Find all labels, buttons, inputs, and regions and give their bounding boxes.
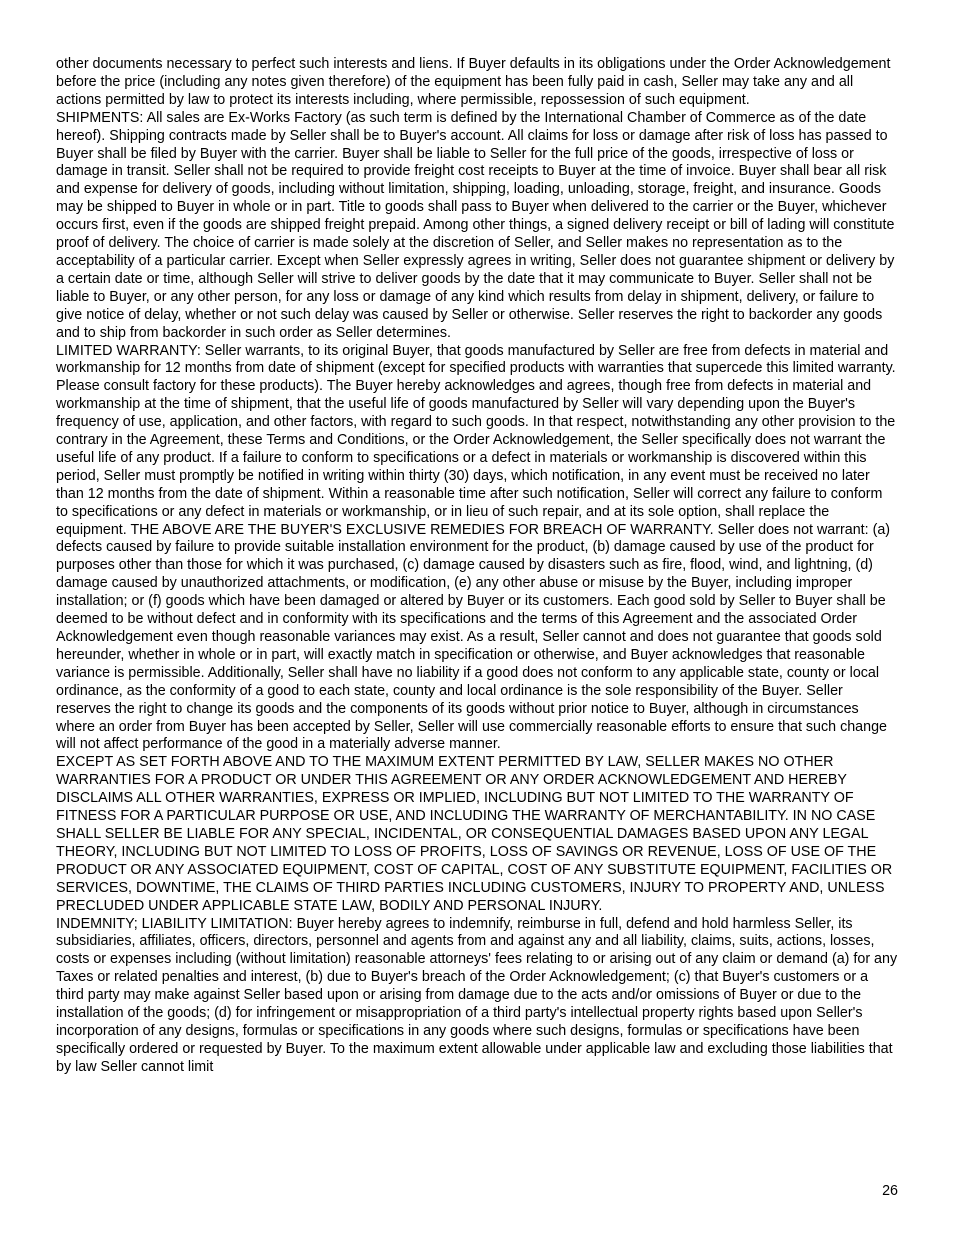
document-body [56,56,898,1077]
page-number: 26 [882,1183,898,1199]
paragraph-warranty-disclaimer: EXCEPT AS SET FORTH ABOVE AND TO THE MAXIMUM EXTENT PERMITTED BY LAW, SELLER MAKES NO OTHER WARRANTIES FOR A PRODUCT OR UNDER THIS AGREEMENT OR ANY ORDER ACKNOWLEDGEMENT AND HEREBY DISCLAIMS ALL OTHER WARRANTIES, EXPRESS OR IMPLIED, INCLUDING BUT NOT LIMITED TO THE WARRANTY OF FITNESS FOR A PARTICULAR PURPOSE OR USE, AND INCLUDING THE WARRANTY OF MERCHANTABILITY. IN NO CASE SHALL SELLER BE LIABLE FOR ANY SPECIAL, INCIDENTAL, OR CONSEQUENTIAL DAMAGES BASED UPON ANY LEGAL THEORY, INCLUDING BUT NOT LIMITED TO LOSS OF PROFITS, LOSS OF SAVINGS OR REVENUE, LOSS OF USE OF THE PRODUCT OR ANY ASSOCIATED EQUIPMENT, COST OF CAPITAL, COST OF ANY SUBSTITUTE EQUIPMENT, FACILITIES OR SERVICES, DOWNTIME, THE CLAIMS OF THIRD PARTIES INCLUDING CUSTOMERS, INJURY TO PROPERTY AND, UNLESS PRECLUDED UNDER APPLICABLE STATE LAW, BODILY AND PERSONAL INJURY. [56,754,893,914]
paragraph-indemnity-liability: INDEMNITY; LIABILITY LIMITATION: Buyer hereby agrees to indemnify, reimburse in full, defend and hold harmless Seller, its subsidiaries, affiliates, officers, directors, personnel and agents from and against any and all liability, claims, suits, actions, losses, costs or expenses including (without limitation) reasonable attorneys' fees relating to or arising out of any claim or demand (a) for any Taxes or related penalties and interest, (b) due to Buyer's breach of the Order Acknowledgement; (c) that Buyer's customers or a third party may make against Seller based upon or arising from damage due to the acts and/or omissions of Buyer or due to the installation of the goods; (d) for infringement or misappropriation of a third party's intellectual property rights based upon Seller's incorporation of any designs, formulas or specifications in any goods where such designs, formulas or specifications have been specifically ordered or requested by Buyer. To the maximum extent allowable under applicable law and excluding those liabilities that by law Seller cannot limit [56,915,898,1075]
paragraph-security-interest-continuation: other documents necessary to perfect such interests and liens. If Buyer defaults in its obligations under the Order Acknowledgement before the price (including any notes given therefore) of the equipment has been fully paid in cash, Seller may take any and all actions permitted by law to protect its interests including, where permissible, repossession of such equipment. [56,56,891,108]
paragraph-shipments: SHIPMENTS: All sales are Ex-Works Factory (as such term is defined by the International Chamber of Commerce as of the date hereof). Shipping contracts made by Seller shall be to Buyer's account. All claims for loss or damage after risk of loss has passed to Buyer shall be filed by Buyer with the carrier. Buyer shall be liable to Seller for the full price of the goods, irrespective of loss or damage in transit. Seller shall not be required to provide freight cost receipts to Buyer at the time of invoice. Buyer shall bear all risk and expense for delivery of goods, including without limitation, shipping, loading, unloading, storage, freight, and insurance. Goods may be shipped to Buyer in whole or in part. Title to goods shall pass to Buyer when delivered to the carrier or the Buyer, whichever occurs first, even if the goods are shipped freight prepaid. Among other things, a signed delivery receipt or bill of lading will constitute proof of delivery. The choice of carrier is made solely at the discretion of Seller, and Seller makes no representation as to the acceptability of a particular carrier. Except when Seller expressly agrees in writing, Seller does not guarantee shipment or delivery by a certain date or time, although Seller will strive to deliver goods by the date that it may communicate to Buyer. Seller shall not be liable to Buyer, or any other person, for any loss or damage of any kind which results from delay in shipment, delivery, or failure to give notice of delay, whether or not such delay was caused by Seller or otherwise. Seller reserves the right to backorder any goods and to ship from backorder in such order as Seller determines. [56,109,895,341]
paragraph-limited-warranty: LIMITED WARRANTY: Seller warrants, to its original Buyer, that goods manufactured by Seller are free from defects in material and workmanship for 12 months from date of shipment (except for specified products with warranties that supercede this limited warranty. Please consult factory for these products). The Buyer hereby acknowledges and agrees, though free from defects in material and workmanship at the time of shipment, that the useful life of goods manufactured by Seller will vary depending upon the Buyer's frequency of use, application, and other factors, with regard to such goods. In that respect, notwithstanding any other provision to the contrary in the Agreement, these Terms and Conditions, or the Order Acknowledgement, the Seller specifically does not warrant the useful life of any product. If a failure to conform to specifications or a defect in materials or workmanship is discovered within this period, Seller must promptly be notified in writing within thirty (30) days, which notification, in any event must be received no later than 12 months from the date of shipment. Within a reasonable time after such notification, Seller will correct any failure to conform to specifications or any defect in materials or workmanship, or in lieu of such repair, and at its sole option, shall replace the equipment. THE ABOVE ARE THE BUYER'S EXCLUSIVE REMEDIES FOR BREACH OF WARRANTY. Seller does not warrant: (a) defects caused by failure to provide suitable installation environment for the product, (b) damage caused by use of the product for purposes other than those for which it was purchased, (c) damage caused by disasters such as fire, flood, wind, and lightning, (d) damage caused by unauthorized attachments, or modification, (e) any other abuse or misuse by the Buyer, including improper installation; or (f) goods which have been damaged or altered by Buyer or its customers. Each good sold by Seller to Buyer shall be deemed to be without defect and in conformity with its specifications and the terms of this Agreement and the associated Order Acknowledgement even though reasonable variances may exist. As a result, Seller cannot and does not guarantee that goods sold hereunder, whether in whole or in part, will exactly match in specification or otherwise, and Buyer acknowledges that reasonable variance is permissible. Additionally, Seller shall have no liability if a good does not conform to any applicable state, county or local ordinance, as the conformity of a good to each state, county and local ordinance is the sole responsibility of the Buyer. Seller reserves the right to change its goods and the components of its goods without prior notice to Buyer, although in circumstances where an order from Buyer has been accepted by Seller, Seller will use commercially reasonable efforts to ensure that such change will not affect performance of the good in a materially adverse manner. [56,342,896,753]
